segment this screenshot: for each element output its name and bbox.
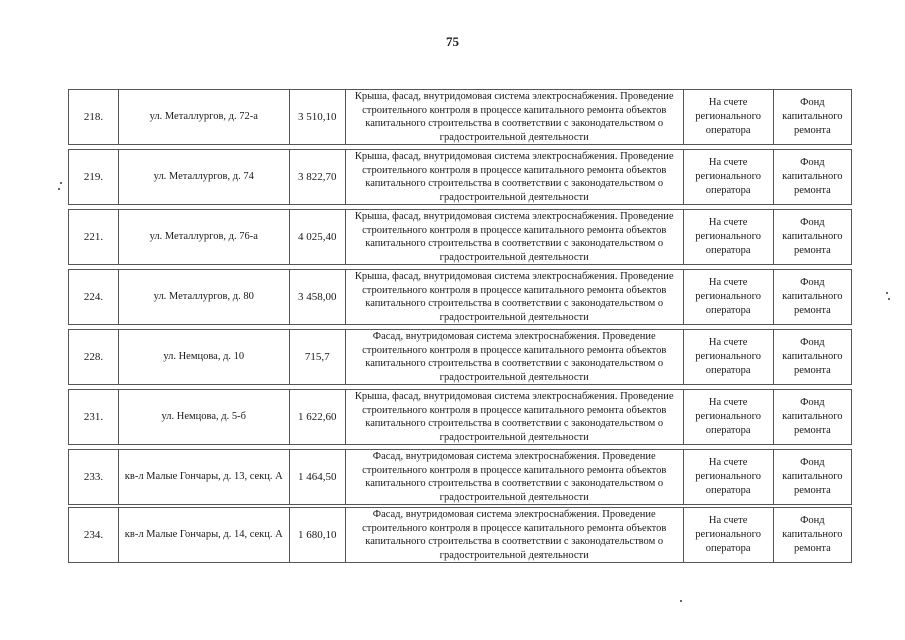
row-work-types: Фасад, внутридомовая система электроснабжения. Проведение строительного контроля в процессе капитального ремонта объектов капитального строительства в соответствии с законодательством о градостроительной деятельности [346, 450, 684, 504]
row-address: ул. Металлургов, д. 76-а [119, 210, 290, 264]
scan-speck [58, 188, 60, 190]
row-area: 715,7 [290, 330, 346, 384]
row-fund: Фонд капитального ремонта [782, 277, 843, 316]
row-work-types: Крыша, фасад, внутридомовая система электроснабжения. Проведение строительного контроля в процессе капитального ремонта объектов капитального строительства в соответствии с законодательством о градостроительной деятельности [346, 150, 684, 204]
page-number: 75 [446, 34, 459, 49]
table-row [68, 449, 852, 505]
row-number: 231. [69, 390, 119, 444]
row-fund: Фонд капитального ремонта [782, 457, 843, 496]
row-address: ул. Немцова, д. 5-б [119, 390, 290, 444]
row-area: 1 464,50 [290, 450, 346, 504]
row-area: 1 680,10 [290, 508, 346, 562]
scan-speck [888, 298, 890, 300]
row-work-types: Крыша, фасад, внутридомовая система электроснабжения. Проведение строительного контроля в процессе капитального ремонта объектов капитального строительства в соответствии с законодательством о градостроительной деятельности [346, 210, 684, 264]
row-work-types: Крыша, фасад, внутридомовая система электроснабжения. Проведение строительного контроля в процессе капитального ремонта объектов капитального строительства в соответствии с законодательством о градостроительной деятельности [346, 390, 684, 444]
row-address: кв-л Малые Гончары, д. 14, секц. А [119, 508, 290, 562]
row-area: 3 822,70 [290, 150, 346, 204]
row-fund: Фонд капитального ремонта [782, 217, 843, 256]
row-address: ул. Металлургов, д. 74 [119, 150, 290, 204]
row-fund: Фонд капитального ремонта [782, 397, 843, 436]
row-number: 221. [69, 210, 119, 264]
row-account: На счете регионального оператора [684, 270, 774, 324]
row-area: 3 510,10 [290, 90, 346, 144]
row-address: ул. Немцова, д. 10 [119, 330, 290, 384]
row-work-types: Фасад, внутридомовая система электроснабжения. Проведение строительного контроля в процессе капитального ремонта объектов капитального строительства в соответствии с законодательством о градостроительной деятельности [346, 330, 684, 384]
row-number: 224. [69, 270, 119, 324]
row-fund: Фонд капитального ремонта [782, 157, 843, 196]
repair-table [68, 89, 852, 563]
row-address: ул. Металлургов, д. 80 [119, 270, 290, 324]
table-row [68, 269, 852, 325]
table-row [68, 507, 852, 563]
row-fund: Фонд капитального ремонта [782, 515, 843, 554]
scan-speck [886, 292, 888, 294]
row-account: На счете регионального оператора [684, 508, 774, 562]
scan-speck [60, 182, 62, 184]
row-address: кв-л Малые Гончары, д. 13, секц. А [119, 450, 290, 504]
row-account: На счете регионального оператора [684, 330, 774, 384]
row-number: 233. [69, 450, 119, 504]
row-account: На счете регионального оператора [684, 210, 774, 264]
row-account: На счете регионального оператора [684, 390, 774, 444]
row-number: 219. [69, 150, 119, 204]
row-account: На счете регионального оператора [684, 90, 774, 144]
row-account: На счете регионального оператора [684, 450, 774, 504]
row-fund: Фонд капитального ремонта [782, 337, 843, 376]
table-row [68, 329, 852, 385]
table-row [68, 89, 852, 145]
row-area: 3 458,00 [290, 270, 346, 324]
row-number: 228. [69, 330, 119, 384]
row-number: 234. [69, 508, 119, 562]
row-fund: Фонд капитального ремонта [782, 97, 843, 136]
row-number: 218. [69, 90, 119, 144]
row-address: ул. Металлургов, д. 72-а [119, 90, 290, 144]
table-row [68, 149, 852, 205]
row-work-types: Крыша, фасад, внутридомовая система электроснабжения. Проведение строительного контроля в процессе капитального ремонта объектов капитального строительства в соответствии с законодательством о градостроительной деятельности [346, 270, 684, 324]
row-area: 4 025,40 [290, 210, 346, 264]
scan-speck [680, 600, 682, 602]
table-row [68, 389, 852, 445]
table-row [68, 209, 852, 265]
row-work-types: Крыша, фасад, внутридомовая система электроснабжения. Проведение строительного контроля в процессе капитального ремонта объектов капитального строительства в соответствии с законодательством о градостроительной деятельности [346, 90, 684, 144]
row-account: На счете регионального оператора [684, 150, 774, 204]
row-work-types: Фасад, внутридомовая система электроснабжения. Проведение строительного контроля в процессе капитального ремонта объектов капитального строительства в соответствии с законодательством о градостроительной деятельности [346, 508, 684, 562]
row-area: 1 622,60 [290, 390, 346, 444]
